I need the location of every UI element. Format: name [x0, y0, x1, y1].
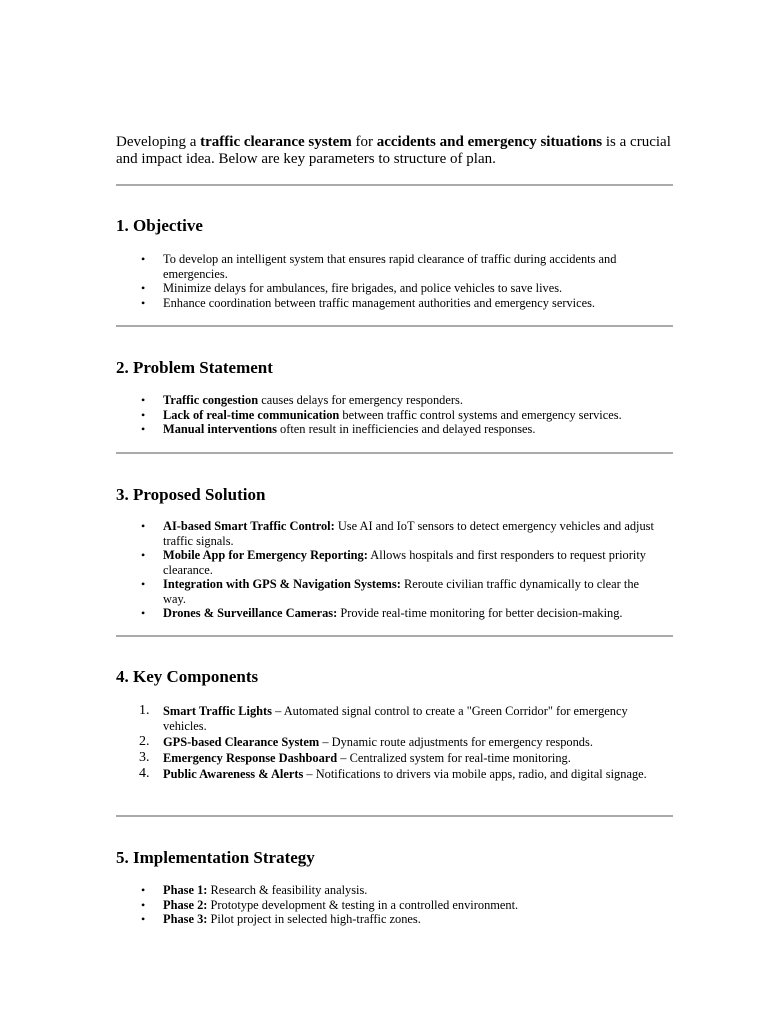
solution-item-bold: Integration with GPS & Navigation Systems: [163, 577, 401, 591]
list-number: 2. [139, 733, 150, 749]
solution-item-text: Use AI and IoT sensors to detect emergency vehicles and adjust traffic signals. [163, 519, 654, 548]
solution-item-bold: AI-based Smart Traffic Control: [163, 519, 335, 533]
list-number: 3. [139, 749, 150, 765]
list-number: 4. [139, 765, 150, 781]
solution-item-bold: Drones & Surveillance Cameras: [163, 606, 338, 620]
solution-item-text: Reroute civilian traffic dynamically to clear the way. [163, 577, 640, 606]
solution-item [116, 606, 656, 621]
solution-item [116, 548, 656, 577]
intro-paragraph [116, 134, 674, 168]
implementation-item-text: Prototype development & testing in a controlled environment. [207, 897, 519, 912]
implementation-item [116, 898, 656, 913]
component-item [116, 704, 656, 733]
intro-bold-1: traffic clearance system [200, 134, 352, 150]
problem-list [116, 393, 656, 437]
component-item-bold: Smart Traffic Lights [163, 704, 272, 718]
problem-item-bold: Lack of real-time communication [163, 407, 340, 422]
section-heading-solution: 3. Proposed Solution [116, 485, 266, 504]
divider-4 [116, 635, 673, 637]
objective-list [116, 252, 656, 310]
intro-bold-2: accidents and emergency situations [376, 134, 603, 150]
implementation-list [116, 883, 656, 927]
component-item-text: – Dynamic route adjustments for emergency responds. [319, 734, 593, 749]
implementation-item [116, 912, 656, 927]
list-number: 1. [139, 703, 150, 718]
solution-item [116, 519, 656, 548]
intro-text-2: for [351, 134, 377, 150]
implementation-item-text: Research & feasibility analysis. [207, 883, 368, 897]
objective-item: • Enhance coordination between traffic management authorities and emergency services. [116, 296, 656, 311]
intro-text-1: Developing a [116, 134, 201, 150]
divider-2 [116, 325, 673, 327]
component-item-text: – Notifications to drivers via mobile apps, radio, and digital signage. [303, 766, 647, 781]
component-item [116, 767, 656, 782]
divider-5 [116, 815, 673, 817]
component-item-text: – Centralized system for real-time monitoring. [337, 750, 571, 765]
component-item [116, 735, 656, 750]
components-list [116, 704, 656, 783]
implementation-item [116, 883, 656, 898]
problem-item-text: often result in inefficiencies and delayed responses. [276, 422, 536, 436]
solution-list [116, 519, 656, 621]
section-heading-components: 4. Key Components [116, 667, 259, 686]
component-item [116, 751, 656, 766]
section-heading-objective: 1. Objective [116, 216, 203, 235]
divider-1 [116, 184, 673, 186]
implementation-item-bold: Phase 1: [163, 883, 208, 897]
component-item-bold: Public Awareness & Alerts [163, 766, 304, 781]
problem-item [116, 422, 656, 437]
solution-item-text: Allows hospitals and first responders to request priority clearance. [163, 548, 646, 577]
problem-item [116, 408, 656, 423]
problem-item [116, 393, 656, 408]
divider-3 [116, 452, 673, 454]
section-heading-implementation: 5. Implementation Strategy [116, 848, 315, 867]
solution-item [116, 577, 656, 606]
component-item-bold: Emergency Response Dashboard [163, 750, 338, 765]
problem-item-text: between traffic control systems and emergency services. [339, 407, 622, 422]
solution-item-text: Provide real-time monitoring for better decision-making. [337, 606, 623, 620]
component-item-text: – Automated signal control to create a "Green Corridor" for emergency vehicles. [163, 704, 628, 733]
problem-item-text: causes delays for emergency responders. [258, 393, 463, 407]
component-item-bold: GPS-based Clearance System [163, 734, 320, 749]
problem-item-bold: Traffic congestion [163, 393, 259, 407]
implementation-item-text: Pilot project in selected high-traffic zones. [207, 912, 421, 926]
section-heading-problem: 2. Problem Statement [116, 358, 273, 377]
implementation-item-bold: Phase 3: [163, 912, 208, 926]
problem-item-bold: Manual interventions [163, 422, 277, 436]
intro-text-3: is a crucial and impact idea. Below are key parameters to structure of plan. [116, 134, 671, 167]
objective-item: • Minimize delays for ambulances, fire brigades, and police vehicles to save lives. [116, 281, 656, 296]
objective-item: • To develop an intelligent system that ensures rapid clearance of traffic during accidents and emergencies. [116, 252, 656, 281]
solution-item-bold: Mobile App for Emergency Reporting: [163, 548, 368, 562]
implementation-item-bold: Phase 2: [163, 897, 208, 912]
